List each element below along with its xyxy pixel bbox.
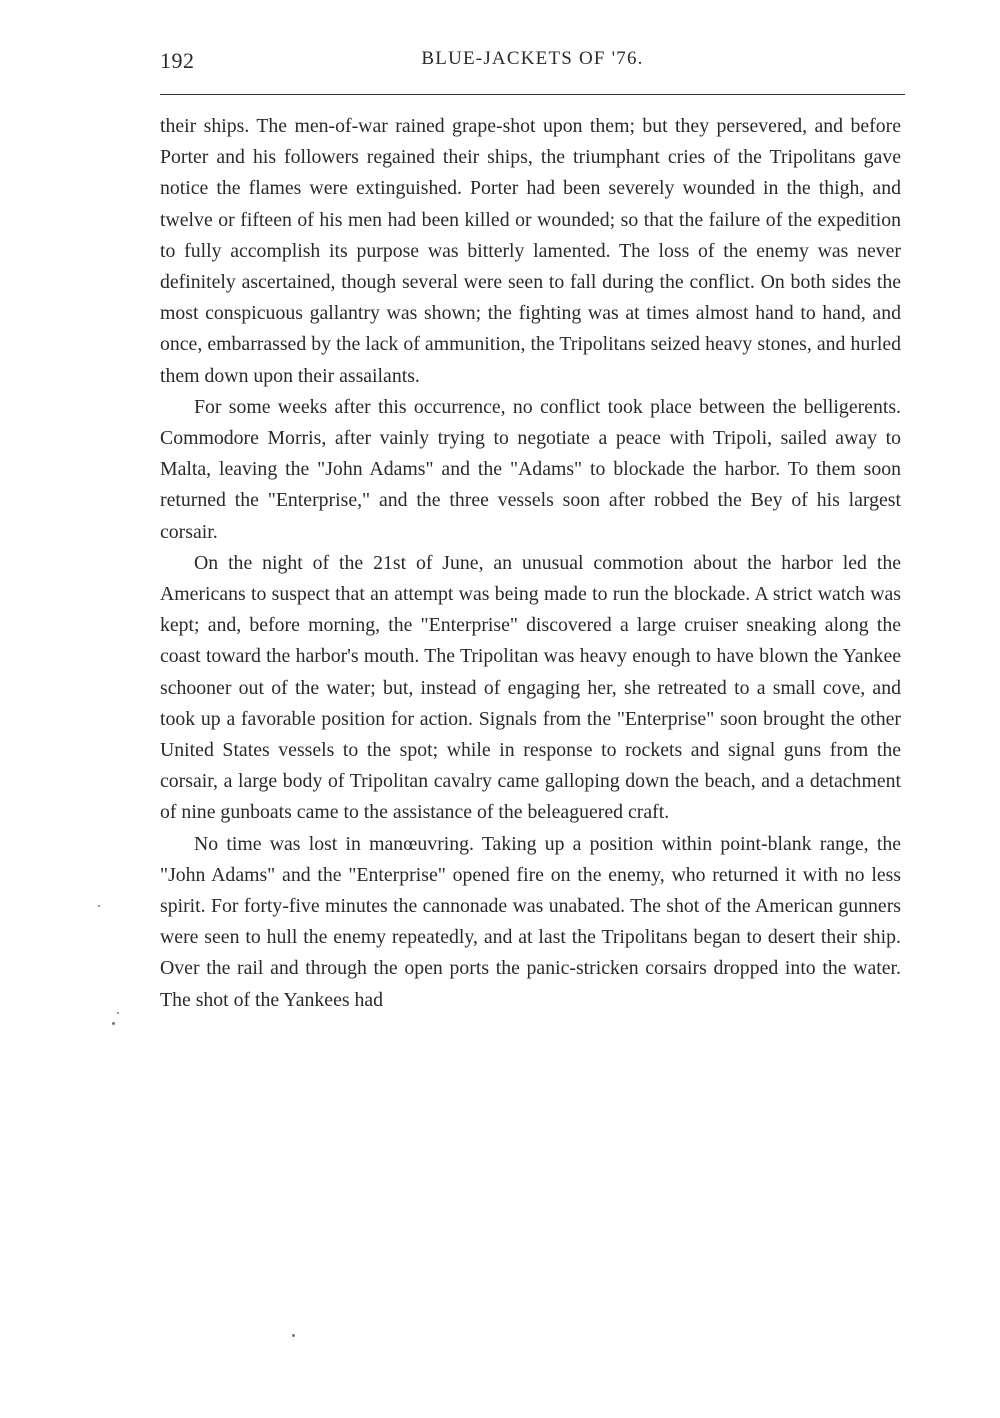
paragraph-1: their ships. The men-of-war rained grape-shot upon them; but they persevered, and before Porter and his followers regained their ships, the triumphant cries of the Tripolitans gave notice the flames were extinguished. Porter had been severely wounded in the thigh, and twelve or fifteen of his men had been killed or wounded; so that the failure of the expedition to fully accomplish its purpose was bitterly lamented. The loss of the enemy was never definitely ascertained, though several were seen to fall during the conflict. On both sides the most conspicuous gallantry was shown; the fighting was at times almost hand to hand, and once, embarrassed by the lack of ammunition, the Tripolitans seized heavy stones, and hurled them down upon their assailants. [160,115,901,387]
header-rule [160,94,905,95]
body-text [160,111,901,1016]
paragraph-3: On the night of the 21st of June, an unusual commotion about the harbor led the Americans to suspect that an attempt was being made to run the blockade. A strict watch was kept; and, before morning, the "Enterprise" discovered a large cruiser sneaking along the coast toward the harbor's mouth. The Tripolitan was heavy enough to have blown the Yankee schooner out of the water; but, instead of engaging her, she retreated to a small cove, and took up a favorable position for action. Signals from the "Enterprise" soon brought the other United States vessels to the spot; while in response to rockets and signal guns from the corsair, a large body of Tripolitan cavalry came galloping down the beach, and a detachment of nine gunboats came to the assistance of the beleaguered craft. [160,551,901,824]
page-number: 192 [160,48,195,73]
margin-speck [98,905,100,907]
margin-speck [112,1022,115,1025]
margin-speck [292,1334,295,1337]
paragraph-2: For some weeks after this occurrence, no conflict took place between the belligerents. Commodore Morris, after vainly trying to negotiate a peace with Tripoli, sailed away to Malta, leaving the "John Adams" and the "Adams" to blockade the harbor. To them soon returned the "Enterprise," and the three vessels soon after robbed the Bey of his largest corsair. [160,395,901,543]
page-header [160,48,905,76]
running-head: BLUE-JACKETS OF '76. [421,48,644,69]
margin-speck [117,1012,119,1014]
paragraph-4: No time was lost in manœuvring. Taking up a position within point-blank range, the "John Adams" and the "Enterprise" opened fire on the enemy, who returned it with no less spirit. For forty-five minutes the cannonade was unabated. The shot of the American gunners were seen to hull the enemy repeatedly, and at last the Tripolitans began to desert their ship. Over the rail and through the open ports the panic-stricken corsairs dropped into the water. The shot of the Yankees had [160,832,901,1011]
